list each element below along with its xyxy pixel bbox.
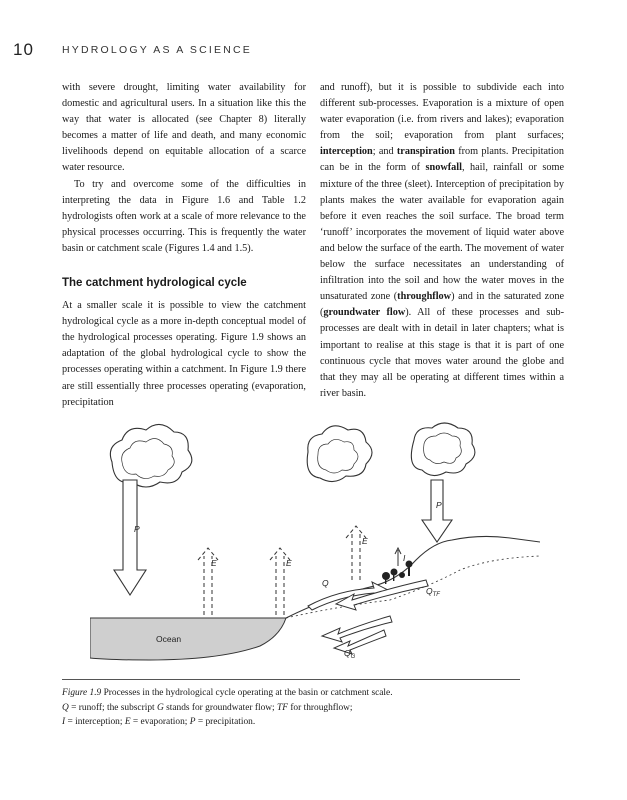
paragraph [320,80,564,402]
precipitation-arrow [422,480,452,542]
cloud-icon [307,426,372,482]
text-run: ) and in the saturated zone ( [320,291,564,319]
term-interception: interception [320,146,373,158]
label-throughflow-subscript: TF [432,592,440,598]
label-ocean: Ocean [156,634,182,644]
paragraph: To try and overcome some of the difficulties in interpreting the data in Figure 1.6 and Table 1.2 hydrologists often work at a scale of more relevance to the physical processes occurring. This is frequently the water basin or catchment scale (Figures 1.4 and 1.5). [62,178,306,254]
figure-diagram [90,410,540,670]
figure-rule [62,679,520,680]
text-run: ). All of these processes and sub-processes are dealt with in detail in later chapters; what is important to realise at this stage is that it is part of one continuous cycle that moves water around the globe and that they may all be operating at different times within a river basin. [320,307,564,399]
text-run: from plants. Precipitation can be in the form of [320,146,564,174]
ocean-area [90,618,286,660]
label-runoff: Q [322,578,329,588]
text-run: ; and [372,146,397,158]
caption-symbol: E [124,717,131,727]
caption-text: = interception; [65,717,125,727]
right-column [320,80,564,402]
caption-text: = runoff; the subscript [68,702,157,713]
caption-symbol: Q [62,702,69,713]
text-run: and runoff), but it is possible to subdivide each into different sub-processes. Evaporation is a mixture of open water evaporation (i.e. from rivers and lakes); evaporation from the soil; evaporation from plant surfaces; [320,82,564,142]
label-evaporation: E [286,558,292,568]
caption-symbol: TF [277,702,288,713]
label-evaporation: E [211,558,217,568]
caption-line [62,701,532,716]
label-evaporation: E [362,536,368,546]
label-groundwater-q: Q [344,648,351,658]
caption-line [62,686,532,701]
evaporation-arrow [346,526,366,580]
term-throughflow: throughflow [397,291,452,303]
page-number: 10 [13,40,34,59]
caption-symbol: I [62,717,66,727]
groundwater-arrow [322,616,392,654]
interception-arrow [395,548,401,566]
label-interception: I [403,553,406,563]
figure-hydrological-cycle [90,410,540,670]
tree-icon [382,561,413,585]
caption-text: = precipitation. [195,717,256,727]
label-precipitation: P [134,524,140,534]
cloud-icon [411,423,475,476]
label-throughflow [426,586,440,598]
text-run: , hail, rainfall or some mixture of the three (sleet). Interception of precipitation by plants makes the water available for evaporation again before it even reaches the soil surface. The broad term ‘runoff’ incorporates the movement of liquid water above and below the surface of the earth. The movement of water below the surface necessitates an understanding of infiltration into the soil and how the water moves in the unsaturated zone ( [320,162,565,303]
label-precipitation: P [436,500,442,510]
caption-text: for throughflow; [287,702,353,713]
label-groundwater-subscript: G [350,654,356,660]
caption-text: = evaporation; [130,717,190,727]
left-column [62,80,306,411]
figure-caption [62,686,532,730]
caption-title: Processes in the hydrological cycle operating at the basin or catchment scale. [103,688,393,698]
caption-symbol: P [189,717,196,727]
term-transpiration: transpiration [396,146,455,158]
term-snowfall: snowfall [425,162,462,174]
section-heading: The catchment hydrological cycle [62,277,247,290]
precipitation-arrow [114,480,146,595]
label-groundwater [344,648,356,660]
caption-symbol: G [156,702,164,713]
running-head: HYDROLOGY AS A SCIENCE [62,44,253,56]
caption-line [62,715,532,730]
paragraph: with severe drought, limiting water availability for domestic and agricultural users. In a situation like this the way that water is allocated (see Chapter 8) literally becomes a matter of life and death, and many economic livelihoods depend on equitable allocation of a scarce water resource. [62,82,306,174]
label-throughflow-q: Q [426,586,433,596]
caption-text: stands for groundwater flow; [163,702,278,713]
term-groundwater-flow: groundwater flow [323,307,406,319]
figure-label: Figure 1.9 [62,688,102,698]
cloud-icon [110,424,191,487]
paragraph: At a smaller scale it is possible to view the catchment hydrological cycle as a more in-depth conceptual model of the hydrological processes operating. Figure 1.9 shows an adaptation of the global hydrological cycle to show the processes operating within a catchment. In Figure 1.9 there are still essentially three processes operating (evaporation, precipitation [62,300,306,408]
